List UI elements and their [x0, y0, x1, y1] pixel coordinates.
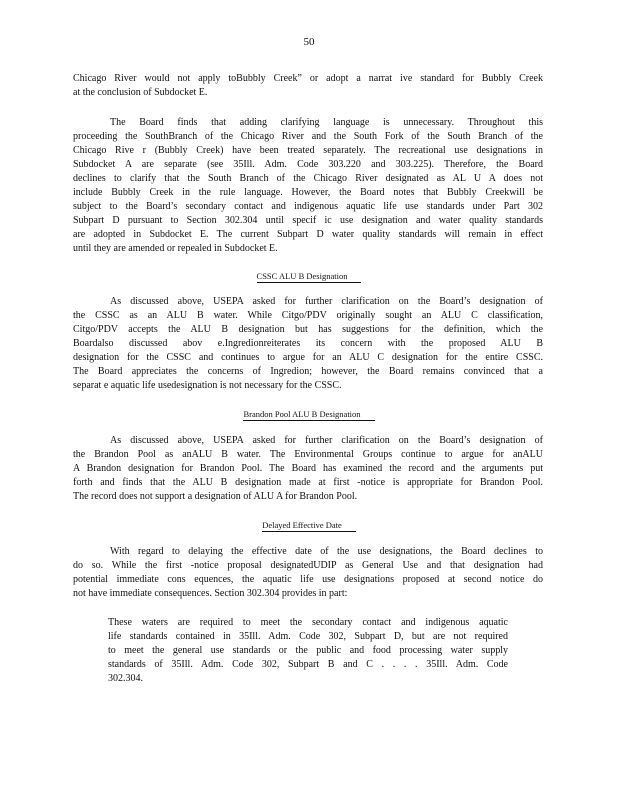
paragraph-2-line: Subdocket A are separate (see 35Ill. Adm. Code 303.220 and 303.225). Therefore, the Board: [73, 159, 543, 170]
paragraph-2-line: include Bubbly Creek in the rule language. However, the Board notes that Bubbly Creekwill be: [73, 187, 543, 198]
paragraph-2-line: subject to the Board’s secondary contact and indigenous aquatic life use standards under Part 302: [73, 201, 543, 212]
paragraph-4-line: forth and finds that the ALU B designation made at first -notice is appropriate for Brandon Pool.: [73, 477, 543, 488]
section-heading-delayed: Delayed Effective Date: [0, 520, 618, 532]
paragraph-2-line: Chicago Rive r (Bubbly Creek) have been treated separately. The recreational use designations in: [73, 145, 543, 156]
paragraph-3-line: separat e aquatic life usedesignation is not necessary for the CSSC.: [73, 380, 342, 391]
section-heading-brandon: Brandon Pool ALU B Designation: [0, 409, 618, 421]
paragraph-3-line: Citgo/PDV accepts the ALU B designation but has suggestions for the definition, which the: [73, 324, 543, 335]
block-quote-line: standards of 35Ill. Adm. Code 302, Subpart B and C . . . . 35Ill. Adm. Code: [108, 659, 508, 670]
block-quote-line: 302.304.: [108, 673, 143, 684]
paragraph-3-line: the CSSC as an ALU B water. While Citgo/PDV originally sought an ALU C classification,: [73, 310, 543, 321]
paragraph-5-line: With regard to delaying the effective date of the use designations, the Board declines to: [110, 546, 543, 557]
block-quote-line: These waters are required to meet the secondary contact and indigenous aquatic: [108, 617, 508, 628]
paragraph-1-line: at the conclusion of Subdocket E.: [73, 87, 208, 98]
block-quote-line: life standards contained in 35Ill. Adm. Code 302, Subpart D, but are not required: [108, 631, 508, 642]
paragraph-2-line: declines to clarify that the South Branch of the Chicago River designated as AL U A does not: [73, 173, 543, 184]
paragraph-2-line: are adopted in Subdocket E. The current Subpart D water quality standards will remain in effect: [73, 229, 543, 240]
paragraph-5-line: do so. While the first -notice proposal designatedUDIP as General Use and that designation had: [73, 560, 543, 571]
paragraph-2-line: proceeding the SouthBranch of the Chicago River and the South Fork of the South Branch of the: [73, 131, 543, 142]
paragraph-4-line: The record does not support a designation of ALU A for Brandon Pool.: [73, 491, 358, 502]
paragraph-5-line: potential immediate cons equences, the aquatic life use designations proposed at second notice do: [73, 574, 543, 585]
paragraph-5-line: not have immediate consequences. Section 302.304 provides in part:: [73, 588, 348, 599]
block-quote-line: to meet the general use standards or the public and food processing water supply: [108, 645, 508, 656]
paragraph-4-line: As discussed above, USEPA asked for further clarification on the Board’s designation of: [110, 435, 543, 446]
paragraph-2-line: until they are amended or repealed in Subdocket E.: [73, 243, 278, 254]
paragraph-3-line: Boardalso discussed abov e.Ingredionreiterates its concern with the proposed ALU B: [73, 338, 543, 349]
paragraph-3-line: designation for the CSSC and continues to argue for an ALU C designation for the entire CSSC.: [73, 352, 543, 363]
paragraph-1-line: Chicago River would not apply toBubbly Creek” or adopt a narrat ive standard for Bubbly Creek: [73, 73, 543, 84]
section-heading-cssc: CSSC ALU B Designation: [0, 271, 618, 283]
paragraph-4-line: the Brandon Pool as anALU B water. The Environmental Groups continue to argue for anALU: [73, 449, 543, 460]
page-number: 50: [303, 36, 315, 48]
paragraph-2-line: Subpart D pursuant to Section 302.304 until specif ic use designation and water quality standards: [73, 215, 543, 226]
paragraph-3-line: The Board appreciates the concerns of Ingredion; however, the Board remains convinced that a: [73, 366, 543, 377]
paragraph-2-line: The Board finds that adding clarifying language is unnecessary. Throughout this: [110, 117, 543, 128]
paragraph-3-line: As discussed above, USEPA asked for further clarification on the Board’s designation of: [110, 296, 543, 307]
paragraph-4-line: A Brandon designation for Brandon Pool. The Board has examined the record and the arguments put: [73, 463, 543, 474]
